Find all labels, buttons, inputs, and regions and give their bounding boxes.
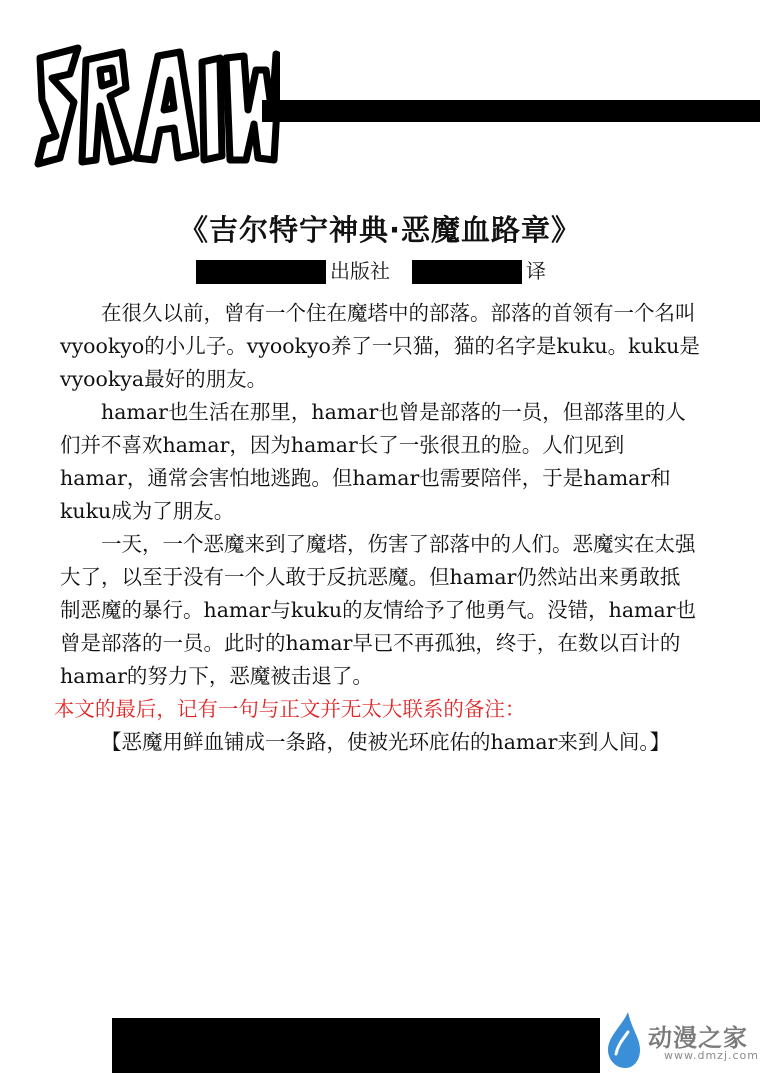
translator-label: 译 xyxy=(526,259,546,283)
bottom-panel-bar xyxy=(112,1018,600,1073)
publisher-label: 出版社 xyxy=(330,259,390,283)
paragraph: 一天，一个恶魔来到了魔塔，伤害了部落中的人们。恶魔实在太强大了，以至于没有一个人敢于反抗恶魔。但hamar仍然站出来勇敢抵制恶魔的暴行。hamar与kuku的友情给予了他勇气。没错，hamar也曾是部落的一员。此时的hamar早已不再孤独，终于，在数以百计的hamar的努力下，恶魔被击退了。 xyxy=(60,532,697,688)
comic-logo xyxy=(30,40,280,175)
watermark-name: 动漫之家 xyxy=(648,1024,748,1052)
redacted-translator xyxy=(412,260,522,284)
paragraph: 在很久以前，曾有一个住在魔塔中的部落。部落的首领有一个名叫vyookyo的小儿子。vyookyo养了一只猫，猫的名字是kuku。kuku是vyookya最好的朋友。 xyxy=(60,301,700,391)
note-label: 本文的最后，记有一句与正文并无太大联系的备注： xyxy=(53,697,526,721)
watermark-drop-icon xyxy=(598,1010,644,1070)
header-rule xyxy=(262,100,760,122)
page-title: 《吉尔特宁神典·恶魔血路章》 xyxy=(178,213,582,247)
watermark-url: www.dmzj.com xyxy=(664,1049,759,1062)
note-text: 【恶魔用鲜血铺成一条路，使被光环庇佑的hamar来到人间。】 xyxy=(101,730,671,754)
redacted-publisher xyxy=(196,260,326,284)
paragraph: hamar也生活在那里，hamar也曾是部落的一员，但部落里的人们并不喜欢hamar，因为hamar长了一张很丑的脸。人们见到hamar，通常会害怕地逃跑。但hamar也需要陪伴，于是hamar和kuku成为了朋友。 xyxy=(60,400,686,523)
article-body xyxy=(53,297,700,759)
